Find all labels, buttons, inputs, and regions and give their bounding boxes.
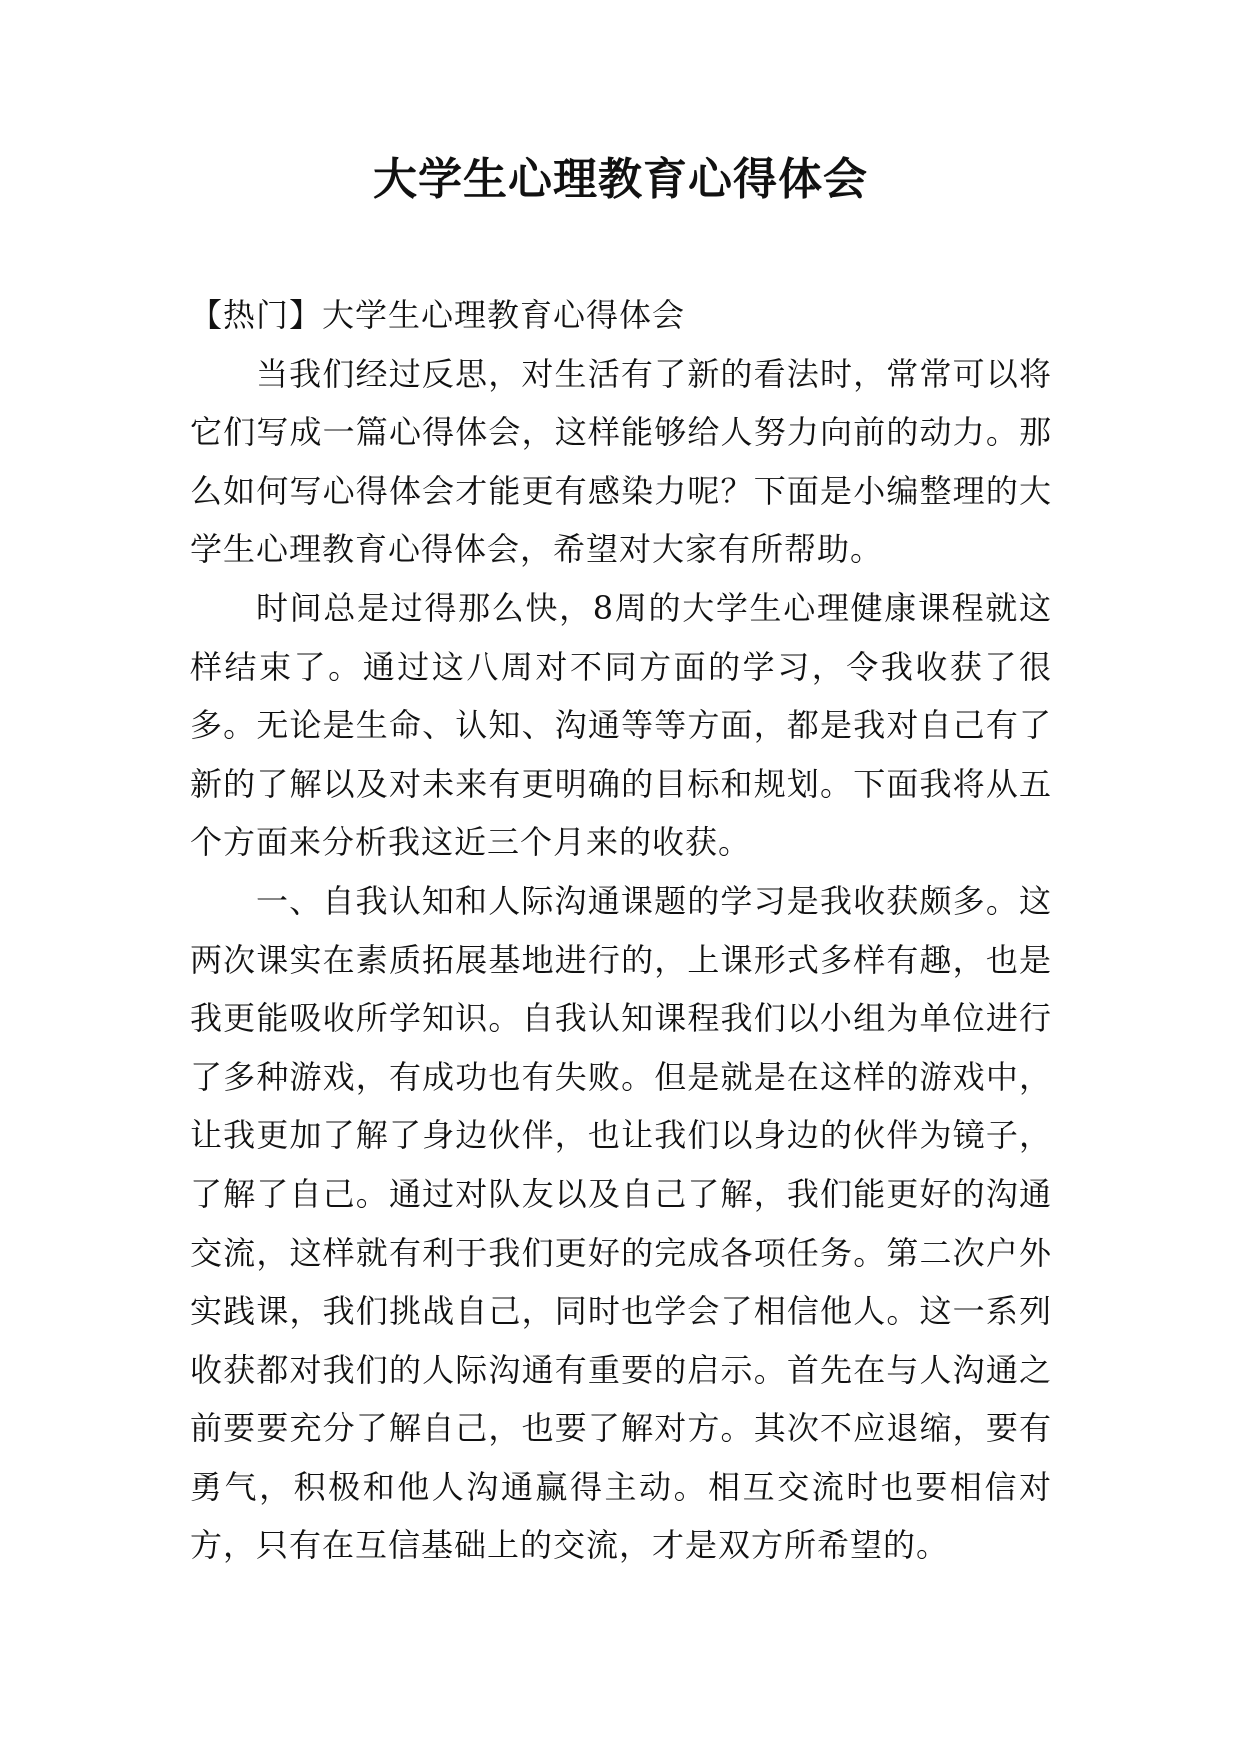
paragraph-section-one: 一、自我认知和人际沟通课题的学习是我收获颇多。这两次课实在素质拓展基地进行的，上课形式多样有趣，也是我更能吸收所学知识。自我认知课程我们以小组为单位进行了多种游戏，有成功也有失败。但是就是在这样的游戏中，让我更加了解了身边伙伴，也让我们以身边的伙伴为镜子，了解了自己。通过对队友以及自己了解，我们能更好的沟通交流，这样就有利于我们更好的完成各项任务。第二次户外实践课，我们挑战自己，同时也学会了相信他人。这一系列收获都对我们的人际沟通有重要的启示。首先在与人沟通之前要要充分了解自己，也要了解对方。其次不应退缩，要有勇气，积极和他人沟通赢得主动。相互交流时也要相信对方，只有在互信基础上的交流，才是双方所希望的。 bbox=[190, 881, 1052, 1565]
document-body bbox=[190, 286, 1052, 1575]
paragraph-intro: 当我们经过反思，对生活有了新的看法时，常常可以将它们写成一篇心得体会，这样能够给人努力向前的动力。那么如何写心得体会才能更有感染力呢？下面是小编整理的大学生心理教育心得体会，希望对大家有所帮助。 bbox=[190, 354, 1052, 569]
document-title: 大学生心理教育心得体会 bbox=[373, 154, 868, 205]
paragraph-course-summary: 时间总是过得那么快，8周的大学生心理健康课程就这样结束了。通过这八周对不同方面的学习，令我收获了很多。无论是生命、认知、沟通等等方面，都是我对自己有了新的了解以及对未来有更明确的目标和规划。下面我将从五个方面来分析我这近三个月来的收获。 bbox=[190, 588, 1052, 862]
document-subtitle: 【热门】大学生心理教育心得体会 bbox=[190, 296, 686, 334]
